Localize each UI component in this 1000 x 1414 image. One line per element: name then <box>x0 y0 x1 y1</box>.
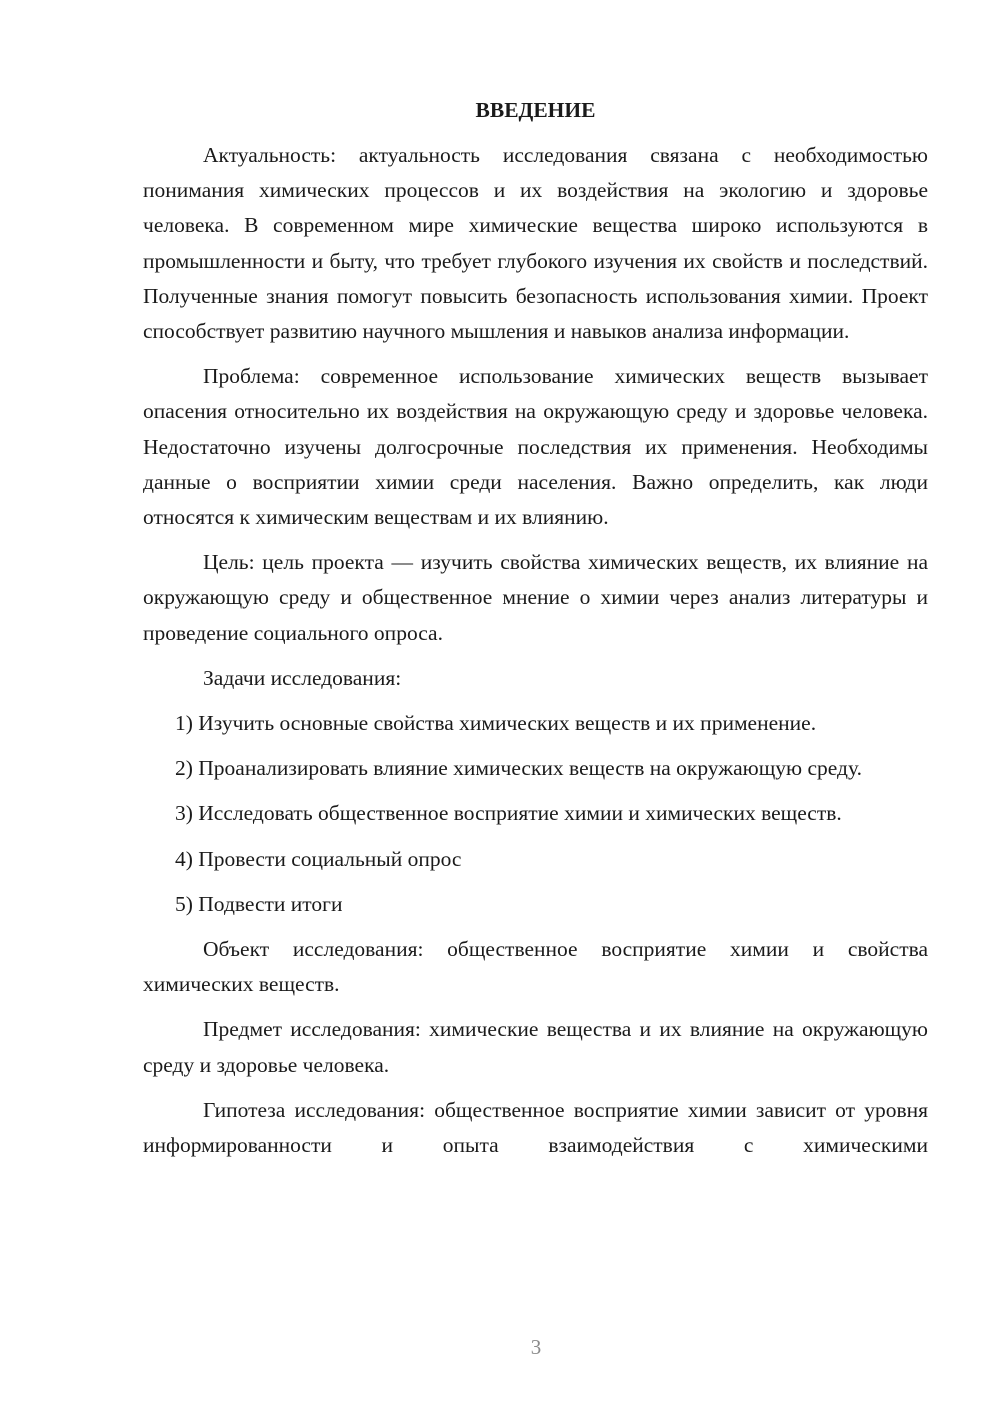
page-content <box>143 93 928 1173</box>
paragraph-subject: Предмет исследования: химические вещества и их влияние на окружающую среду и здоровье человека. <box>143 1017 928 1077</box>
tasks-heading: Задачи исследования: <box>203 665 402 690</box>
task-item-3: 3) Исследовать общественное восприятие химии и химических веществ. <box>175 801 842 826</box>
paragraph-hypothesis: Гипотеза исследования: общественное восприятие химии зависит от уровня информированности и опыта взаимодействия с химическими <box>143 1097 928 1158</box>
task-item-1: 1) Изучить основные свойства химических веществ и их применение. <box>175 711 817 736</box>
paragraph-problem: Проблема: современное использование химических веществ вызывает опасения относительно их воздействия на окружающую среду и здоровье человека. Недостаточно изучены долгосрочные последствия их применения. Необходимы данные о восприятии химии среди населения. Важно определить, как люди относятся к химическим веществам и их влиянию. <box>143 364 928 530</box>
page-number: 3 <box>530 1335 542 1359</box>
task-item-4: 4) Провести социальный опрос <box>175 846 462 871</box>
paragraph-goal: Цель: цель проекта — изучить свойства химических веществ, их влияние на окружающую среду и общественное мнение о химии через анализ литературы и проведение социального опроса. <box>143 550 928 645</box>
task-item-2: 2) Проанализировать влияние химических веществ на окружающую среду. <box>175 756 862 781</box>
section-title: ВВЕДЕНИЕ <box>475 98 596 122</box>
paragraph-relevance: Актуальность: актуальность исследования связана с необходимостью понимания химических процессов и их воздействия на экологию и здоровье человека. В современном мире химические вещества широко используются в промышленности и быту, что требует глубокого изучения их свойств и последствий. Полученные знания помогут повысить безопасность использования химии. Проект способствует развитию научного мышления и навыков анализа информации. <box>143 143 928 344</box>
paragraph-object: Объект исследования: общественное восприятие химии и свойства химических веществ. <box>143 937 928 997</box>
task-item-5: 5) Подвести итоги <box>175 891 343 916</box>
